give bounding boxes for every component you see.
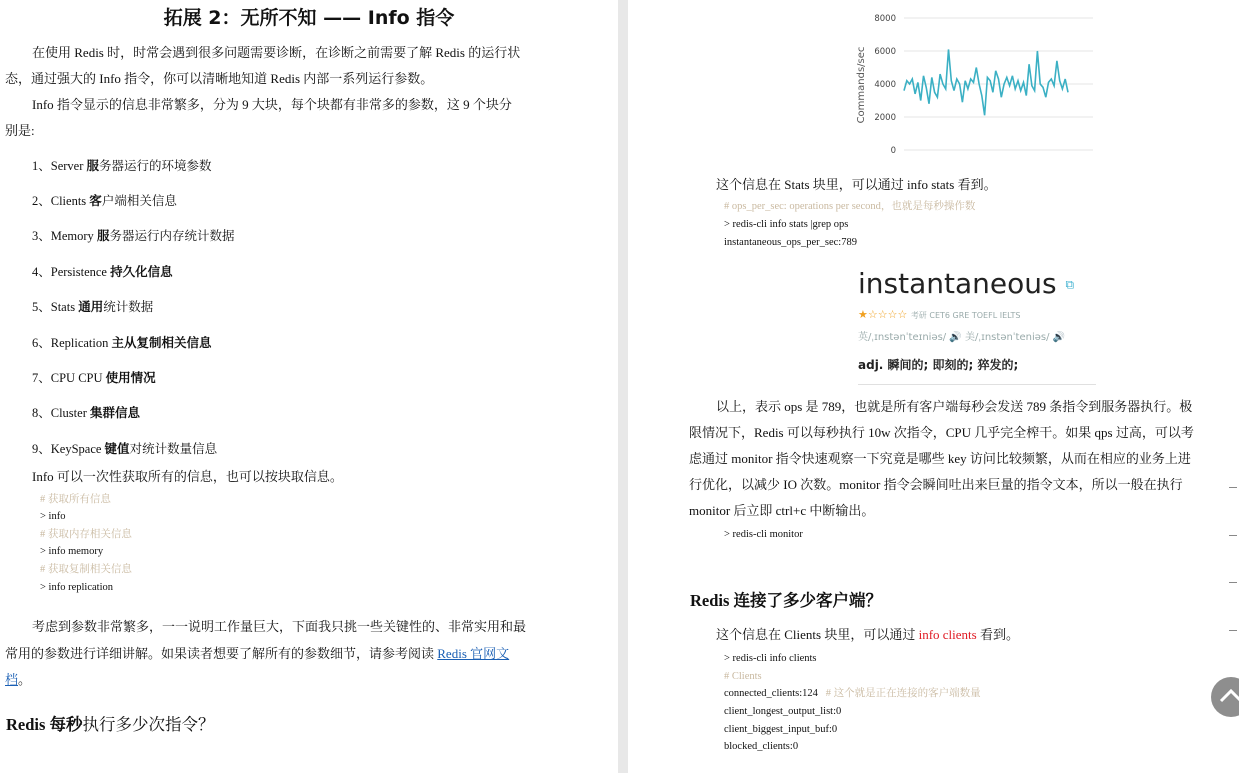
- info-usage-line: Info 可以一次性获取所有的信息，也可以按块取信息。: [32, 469, 343, 484]
- margin-mark: [1229, 630, 1237, 631]
- code-line: > info memory: [40, 546, 104, 557]
- dict-definition: adj. 瞬间的; 即刻的; 猝发的;: [858, 358, 1019, 372]
- para2-line-2: 常用的参数进行详细讲解。如果读者想要了解所有的参数细节，请参考阅读 Redis 官网文: [5, 646, 510, 661]
- scroll-to-top-button[interactable]: [1211, 677, 1239, 717]
- exam-tags: 考研 CET6 GRE TOEFL IELTS: [910, 311, 1021, 320]
- margin-mark: [1229, 582, 1237, 583]
- ops-para-line-4: 行优化，以减少 IO 次数。monitor 指令会瞬间吐出来巨量的指令文本，所以一般在执行: [689, 477, 1183, 492]
- clients-line: 这个信息在 Clients 块里，可以通过 info clients 看到。: [716, 627, 1019, 642]
- margin-mark: [1229, 487, 1237, 488]
- chart-tick-label: 2000: [874, 113, 896, 123]
- redis-docs-link[interactable]: Redis 官网文: [437, 646, 510, 661]
- code-line: > info replication: [40, 582, 113, 593]
- section-item: 6、Replication 主从复制相关信息: [32, 335, 212, 350]
- code-line: client_biggest_input_buf:0: [724, 724, 838, 735]
- left-page: [0, 0, 618, 773]
- chart-tick-label: 8000: [874, 14, 896, 24]
- code-comment: # 获取复制相关信息: [40, 564, 132, 575]
- dictionary-card: [858, 268, 1096, 385]
- section-item: 2、Clients 客户端相关信息: [32, 193, 177, 208]
- ops-para-line-5: monitor 后立即 ctrl+c 中断输出。: [689, 503, 875, 518]
- section-item: 8、Cluster 集群信息: [32, 405, 140, 420]
- code-line: client_longest_output_list:0: [724, 706, 842, 717]
- code-line: > redis-cli info stats |grep ops: [724, 219, 849, 230]
- star-rating: ★☆☆☆☆: [858, 308, 908, 321]
- section-item: 1、Server 服务器运行的环境参数: [32, 158, 212, 173]
- copy-icon: ⧉: [1065, 277, 1075, 292]
- section-heading-ops: Redis 每秒执行多少次指令？: [6, 715, 215, 734]
- ops-para-line-3: 虑通过 monitor 指令快速观察一下究竟是哪些 key 访问比较频繁，从而在相应的业务上进: [689, 451, 1191, 466]
- article-title: 拓展 2：无所不知 —— Info 指令: [163, 7, 455, 29]
- intro-line-1: 在使用 Redis 时，时常会遇到很多问题需要诊断，在诊断之前需要了解 Redis 的运行状: [32, 45, 521, 60]
- code-comment: # ops_per_sec: operations per second，也就是每秒操作数: [724, 201, 976, 212]
- intro-line-3: Info 指令显示的信息非常繁多，分为 9 大块，每个块都有非常多的参数，这 9 个块分: [32, 97, 512, 112]
- info-clients-highlight: info clients: [918, 627, 977, 642]
- section-item: 3、Memory 服务器运行内存统计数据: [32, 228, 235, 243]
- chart-ylabel: Commands/sec: [856, 46, 867, 124]
- intro-line-4: 别是:: [5, 123, 35, 138]
- chevron-up-icon: [1211, 677, 1239, 717]
- para2-line-1: 考虑到参数非常繁多，一一说明工作量巨大，下面我只挑一些关键性的、非常实用和最: [32, 619, 527, 634]
- dict-word: instantaneous ⧉: [858, 267, 1075, 300]
- code-comment: # 获取内存相关信息: [40, 529, 132, 540]
- margin-mark: [1229, 535, 1237, 536]
- para2-line-3: 档。: [5, 672, 32, 687]
- ops-para-line-2: 限情况下，Redis 可以每秒执行 10w 次指令，CPU 几乎完全榨干。如果 qps 过高，可以考: [689, 425, 1194, 440]
- dict-phonetic: 英/ˌɪnstənˈteɪniəs/ 🔊 美/ˌɪnstənˈteniəs/ 🔊: [858, 332, 1066, 343]
- ops-per-sec-chart: [628, 0, 1239, 160]
- code-line: blocked_clients:0: [724, 741, 799, 752]
- chart-tick-label: 0: [890, 146, 896, 156]
- section-heading-clients: Redis 连接了多少客户端？: [690, 591, 883, 610]
- chart-tick-label: 6000: [874, 47, 896, 57]
- redis-docs-link-cont[interactable]: 档: [5, 672, 19, 687]
- code-line: > redis-cli monitor: [724, 529, 803, 540]
- chart-series-line: [904, 49, 1068, 115]
- ops-para-line-1: 以上，表示 ops 是 789，也就是所有客户端每秒会发送 789 条指令到服务器执行。极: [716, 399, 1193, 414]
- code-line: connected_clients:124 # 这个就是正在连接的客户端数量: [724, 688, 981, 699]
- section-item: 4、Persistence 持久化信息: [32, 264, 173, 279]
- stats-line: 这个信息在 Stats 块里，可以通过 info stats 看到。: [716, 177, 997, 192]
- code-line: instantaneous_ops_per_sec:789: [724, 237, 857, 248]
- dict-rating: [858, 308, 1020, 321]
- code-line: > redis-cli info clients: [724, 653, 817, 664]
- speaker-icon[interactable]: 🔊: [949, 332, 962, 343]
- code-line: > info: [40, 511, 66, 522]
- section-item: 7、CPU CPU 使用情况: [32, 370, 156, 385]
- chart-tick-label: 4000: [874, 80, 896, 90]
- right-page: [628, 0, 1239, 773]
- section-item: 5、Stats 通用统计数据: [32, 299, 154, 314]
- code-comment: # Clients: [724, 671, 762, 682]
- section-item: 9、KeySpace 键值对统计数量信息: [32, 441, 218, 456]
- intro-line-2: 态，通过强大的 Info 指令，你可以清晰地知道 Redis 内部一系列运行参数。: [5, 71, 434, 86]
- code-comment: # 获取所有信息: [40, 494, 111, 505]
- speaker-icon[interactable]: 🔊: [1052, 332, 1066, 343]
